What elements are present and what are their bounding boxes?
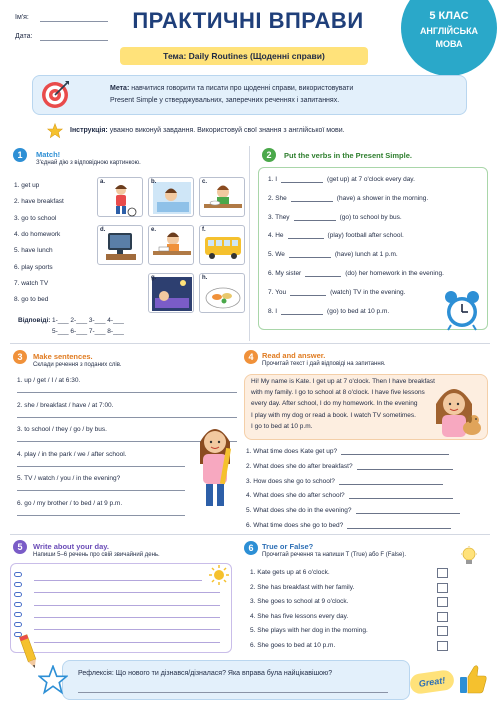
- ex6-number: 6: [244, 541, 258, 555]
- verb-item: [268, 270, 444, 277]
- picture-letter: b.: [151, 179, 157, 185]
- verb-answer-blank[interactable]: [289, 257, 331, 258]
- question-item: [246, 522, 451, 529]
- pencil-icon: [18, 633, 40, 671]
- picture-letter: g.: [151, 275, 157, 281]
- grade-badge-line2: АНГЛІЙСЬКА: [419, 26, 479, 36]
- date-field[interactable]: [40, 40, 108, 41]
- ex1-number: 1: [13, 148, 27, 162]
- writing-line[interactable]: [34, 617, 220, 618]
- question-item: [246, 478, 443, 485]
- writing-line[interactable]: [34, 629, 220, 630]
- sentence-prompt: 4. play / in the park / we / after school.: [17, 450, 127, 458]
- sentence-prompt: 2. she / breakfast / have / at 7:00.: [17, 401, 114, 409]
- match-item: 5. have lunch: [14, 247, 53, 255]
- grade-badge-line1: 5 КЛАС: [429, 10, 469, 22]
- reflection-answer-line[interactable]: [78, 692, 388, 693]
- reflection-box: [62, 660, 410, 700]
- ex1-title: Match!: [36, 150, 61, 159]
- writing-area[interactable]: [10, 563, 232, 653]
- verb-answer-blank[interactable]: [305, 276, 341, 277]
- thumbs-up-icon: [458, 663, 488, 695]
- ex1-answers-label: Відповіді:: [18, 317, 51, 324]
- writing-line[interactable]: [34, 642, 220, 643]
- verb-answer-blank[interactable]: [294, 220, 336, 221]
- question-item: [246, 507, 460, 514]
- picture-letter: c.: [202, 179, 208, 185]
- sentence-answer-line[interactable]: [17, 490, 185, 491]
- verb-item: [268, 214, 402, 221]
- question-text: 3. How does she go to school?: [246, 477, 335, 485]
- verb-answer-blank[interactable]: [281, 182, 323, 183]
- verb-item: [268, 251, 398, 258]
- verb-item-subject: 8. I: [268, 307, 278, 315]
- true-false-box[interactable]: [437, 612, 448, 622]
- verb-item: [268, 195, 428, 202]
- verb-item-rest: (go) to bed at 10 p.m.: [327, 307, 390, 315]
- picture-a[interactable]: [97, 177, 143, 217]
- star-icon: [47, 123, 63, 139]
- grade-badge-line3: МОВА: [435, 39, 463, 49]
- sentence-answer-line[interactable]: [17, 466, 185, 467]
- ex5-number: 5: [13, 540, 27, 554]
- picture-g[interactable]: [148, 273, 194, 313]
- date-label: Дата:: [15, 33, 33, 40]
- girl-with-pencil-illustration: [190, 420, 240, 512]
- verb-item-subject: 3. They: [268, 213, 290, 221]
- question-item: [246, 492, 453, 499]
- ex3-subtitle: Склади речення з поданих слів.: [33, 362, 122, 368]
- alarm-clock-icon: [442, 290, 482, 332]
- school-bus-icon: [200, 226, 246, 266]
- ex4-subtitle: Прочитай текст і дай відповіді на запитання.: [262, 361, 386, 367]
- target-icon: [40, 80, 70, 110]
- writing-line[interactable]: [34, 592, 220, 593]
- match-item: 4. do homework: [14, 230, 61, 238]
- question-text: 5. What does she do in the evening?: [246, 507, 352, 515]
- verb-item: [268, 176, 415, 183]
- name-field[interactable]: [40, 21, 108, 22]
- vertical-divider: [249, 146, 250, 341]
- ex4-title: Read and answer.: [262, 351, 326, 360]
- true-false-box[interactable]: [437, 626, 448, 636]
- horizontal-divider: [10, 343, 490, 344]
- star-icon: [38, 665, 68, 695]
- verb-item: [268, 232, 404, 239]
- picture-letter: d.: [100, 227, 106, 233]
- page-title: ПРАКТИЧНІ ВПРАВИ: [132, 8, 364, 33]
- writing-line[interactable]: [34, 580, 202, 581]
- spiral-ring: [14, 612, 22, 617]
- verb-item-rest: (get up) at 7 o'clock every day.: [327, 176, 415, 183]
- ex5-subtitle: Напиши 5–6 речень про свій звичайний день.: [33, 552, 160, 558]
- instruction-text: уважно виконуй завдання. Використовуй свої знання з англійської мови.: [109, 127, 345, 134]
- ex6-subtitle: Прочитай речення та напиши T (True) або F (False).: [262, 552, 407, 558]
- goal-label: Мета:: [110, 85, 130, 92]
- verb-item-subject: 4. He: [268, 232, 284, 240]
- question-answer-blank[interactable]: [356, 513, 460, 514]
- verb-item-subject: 7. You: [268, 288, 287, 296]
- question-text: 1. What time does Kate get up?: [246, 448, 338, 455]
- true-false-item: 1. Kate gets up at 6 o'clock.: [250, 569, 330, 576]
- sentence-prompt: 3. to school / they / go / by bus.: [17, 426, 107, 433]
- match-item: 3. go to school: [14, 214, 57, 222]
- question-answer-blank[interactable]: [357, 469, 453, 470]
- writing-line[interactable]: [34, 605, 220, 606]
- spiral-ring: [14, 572, 22, 577]
- true-false-box[interactable]: [437, 583, 448, 593]
- picture-c[interactable]: [199, 177, 245, 217]
- true-false-box[interactable]: [437, 641, 448, 651]
- true-false-box[interactable]: [437, 568, 448, 578]
- question-text: 4. What does she do after school?: [246, 492, 345, 500]
- match-item: 1. get up: [14, 182, 40, 189]
- match-item: 7. watch TV: [14, 279, 49, 287]
- goal-line2: Present Simple у стверджувальних, заперечних реченнях і запитаннях.: [110, 97, 340, 104]
- verb-item: [268, 289, 405, 296]
- great-sticker: Great!: [409, 669, 455, 695]
- sentence-answer-line[interactable]: [17, 392, 237, 393]
- picture-letter: f.: [202, 227, 206, 233]
- sentence-answer-line[interactable]: [17, 515, 185, 516]
- verb-item-rest: (play) football after school.: [327, 232, 404, 240]
- goal-box: [32, 75, 467, 115]
- sentence-prompt: 1. up / get / I / at 6:30.: [17, 377, 81, 384]
- verb-answer-blank[interactable]: [288, 238, 324, 239]
- sentence-prompt: 5. TV / watch / you / in the evening?: [17, 475, 121, 482]
- verb-item-subject: 1. I: [268, 176, 278, 183]
- question-answer-blank[interactable]: [347, 528, 451, 529]
- verb-item-rest: (go) to school by bus.: [339, 213, 402, 221]
- ex1-answers-row1[interactable]: 1-___ 2-___ 3-___ 4-___: [52, 317, 124, 324]
- goal-line1: [110, 85, 353, 92]
- picture-f[interactable]: [199, 225, 245, 265]
- ex4-number: 4: [244, 350, 258, 364]
- picture-letter: e.: [151, 227, 157, 233]
- verb-answer-blank[interactable]: [290, 295, 326, 296]
- instruction-label: Інструкція:: [70, 127, 108, 134]
- true-false-item: 3. She goes to school at 9 o'clock.: [250, 598, 349, 606]
- lightbulb-icon: [460, 546, 478, 568]
- topic-text: Тема: Daily Routines (Щоденні справи): [163, 51, 325, 61]
- sun-icon: [208, 564, 230, 586]
- verb-answer-blank[interactable]: [281, 314, 323, 315]
- true-false-item: 6. She goes to bed at 10 p.m.: [250, 642, 336, 649]
- verb-item-subject: 5. We: [268, 251, 285, 259]
- ex3-number: 3: [13, 350, 27, 364]
- sentence-answer-line[interactable]: [17, 417, 237, 418]
- ex2-number: 2: [262, 148, 276, 162]
- true-false-item: 4. She has five lessons every day.: [250, 612, 349, 620]
- spiral-ring: [14, 602, 22, 607]
- match-item: 2. have breakfast: [14, 198, 64, 206]
- question-item: [246, 448, 449, 455]
- reading-text-line: I play with my dog or read a book. I watch TV sometimes.: [251, 411, 416, 419]
- picture-letter: h.: [202, 275, 208, 281]
- true-false-item: 2. She has breakfast with her family.: [250, 583, 355, 591]
- reflection-question: Рефлексія: Що нового ти дізнався/дізналася? Яка вправа була найцікавішою?: [78, 670, 333, 677]
- verb-item-rest: (do) her homework in the evening.: [345, 270, 444, 277]
- horizontal-divider: [10, 534, 490, 535]
- verb-item-subject: 2. She: [268, 194, 287, 202]
- ex6-title: True or False?: [262, 542, 314, 551]
- spiral-ring: [14, 622, 22, 627]
- question-answer-blank[interactable]: [339, 484, 443, 485]
- picture-b[interactable]: [148, 177, 194, 217]
- reading-text-line: Hi! My name is Kate. I get up at 7 o'clock. Then I have breakfast: [251, 378, 435, 385]
- question-text: 6. What time does she go to bed?: [246, 522, 344, 529]
- picture-e[interactable]: [148, 225, 194, 265]
- girl-with-dog-illustration: [428, 382, 486, 440]
- goal-text-1: навчитися говорити та писати про щоденні справи, використовувати: [131, 85, 354, 92]
- sentence-prompt: 6. go / my brother / to bed / at 9 p.m.: [17, 499, 123, 507]
- question-text: 2. What does she do after breakfast?: [246, 462, 353, 470]
- question-answer-blank[interactable]: [349, 498, 453, 499]
- true-false-item: 5. She plays with her dog in the morning.: [250, 627, 368, 635]
- name-label: Ім'я:: [15, 14, 29, 21]
- picture-letter: a.: [100, 179, 106, 185]
- reading-text-line: I go to bed at 10 p.m.: [251, 422, 313, 430]
- match-item: 6. play sports: [14, 263, 53, 271]
- picture-h[interactable]: [199, 273, 245, 313]
- verb-item-rest: (have) a shower in the morning.: [336, 194, 429, 202]
- question-answer-blank[interactable]: [341, 454, 449, 455]
- verb-item-rest: (watch) TV in the evening.: [330, 288, 406, 296]
- reading-text-line: every day. After school, I do my homework. In the evening: [251, 400, 418, 408]
- verb-answer-blank[interactable]: [291, 201, 333, 202]
- match-item: 8. go to bed: [14, 296, 49, 304]
- verb-item: [268, 308, 389, 315]
- question-item: [246, 463, 453, 470]
- spiral-ring: [14, 592, 22, 597]
- ex2-title: Put the verbs in the Present Simple.: [284, 151, 412, 160]
- picture-d[interactable]: [97, 225, 143, 265]
- verb-item-subject: 6. My sister: [268, 270, 302, 277]
- ex1-answers-row2[interactable]: 5-___ 6-___ 7-___ 8-___: [52, 328, 124, 335]
- reading-text-line: with my family. I go to school at 8 o'clock. I have five lessons: [251, 389, 425, 397]
- ex5-title: Write about your day.: [33, 542, 109, 551]
- spiral-ring: [14, 582, 22, 587]
- verb-item-rest: (have) lunch at 1 p.m.: [334, 251, 398, 259]
- true-false-box[interactable]: [437, 597, 448, 607]
- instruction: [70, 127, 345, 134]
- ex1-subtitle: З'єднай дію з відповідною картинкою.: [36, 160, 141, 166]
- ex3-title: Make sentences.: [33, 352, 93, 361]
